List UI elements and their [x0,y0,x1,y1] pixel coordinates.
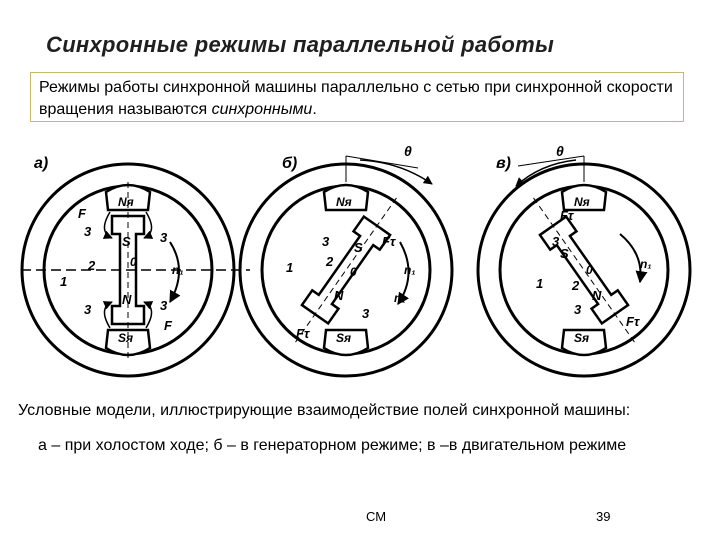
label-rotor-s: S [122,234,131,249]
label-3c: 3 [84,302,92,317]
label-pole-bottom: Sя [336,331,352,345]
label-pole-bottom: Sя [118,331,134,345]
panel-b-label: б) [282,155,298,172]
label-pole-top: Nя [574,195,590,209]
label-force-bottom: Fτ [296,326,310,341]
panel-b [240,143,452,376]
caption-line-2: а – при холостом ходе; б – в генераторном режиме; в –в двигательном режиме [38,437,627,454]
label-rotor-s: S [560,246,569,261]
label-force-top: Fτ [382,234,396,249]
label-3d: 3 [160,298,168,313]
label-pole-bottom: Sя [574,331,590,345]
rotor [302,217,390,324]
rotor [540,217,628,324]
label-rotor-n: N [122,292,132,307]
label-pole-top: Nя [336,195,352,209]
label-1: 1 [286,260,294,275]
definition-emphasis: синхронными [211,101,313,118]
label-theta: θ [404,143,412,159]
slide-title: Синхронные режимы параллельной работы [46,32,555,57]
label-force-top: Fτ [560,208,574,223]
label-3b: 3 [362,306,370,321]
caption-line-1: Условные модели, иллюстрирующие взаимодействие полей синхронной машины: [18,402,631,419]
footer-left: СМ [366,509,387,524]
label-3b: 3 [574,302,582,317]
label-3a: 3 [84,224,92,239]
label-speed: n₁ [640,257,652,271]
label-3b: 3 [160,230,168,245]
synchronous-machine-diagrams [20,142,700,392]
label-1: 1 [60,274,68,289]
definition-text: Режимы работы синхронной машины параллельно с сетью при синхронной скорости вращения называются [39,79,673,118]
label-3a: 3 [322,234,330,249]
label-pole-top: Nя [118,195,134,209]
label-2: 2 [572,278,580,293]
page-number: 39 [596,509,611,524]
label-force-top: F [78,206,86,221]
label-3a: 3 [552,234,560,249]
label-2: 2 [88,258,96,273]
definition-box [30,72,684,122]
panel-a [20,155,250,376]
label-rotor-s: S [354,240,363,255]
label-speed: n₁ [172,263,184,277]
label-2: 2 [326,254,334,269]
label-theta: θ [556,143,564,159]
label-center: 0 [350,265,357,279]
label-rotor-n: N [592,288,602,303]
panel-c [478,143,690,376]
definition-end: . [312,101,317,118]
label-center: 0 [130,255,137,269]
label-center: 0 [586,263,593,277]
label-force-bottom: Fτ [626,314,640,329]
label-force-bottom: F [164,318,172,333]
label-1: 1 [536,276,544,291]
panel-c-label: в) [496,155,511,172]
label-speed-b: n₁ [394,291,406,305]
label-speed-a: n₁ [404,263,416,277]
panel-a-label: а) [34,155,49,172]
label-rotor-n: N [334,288,344,303]
